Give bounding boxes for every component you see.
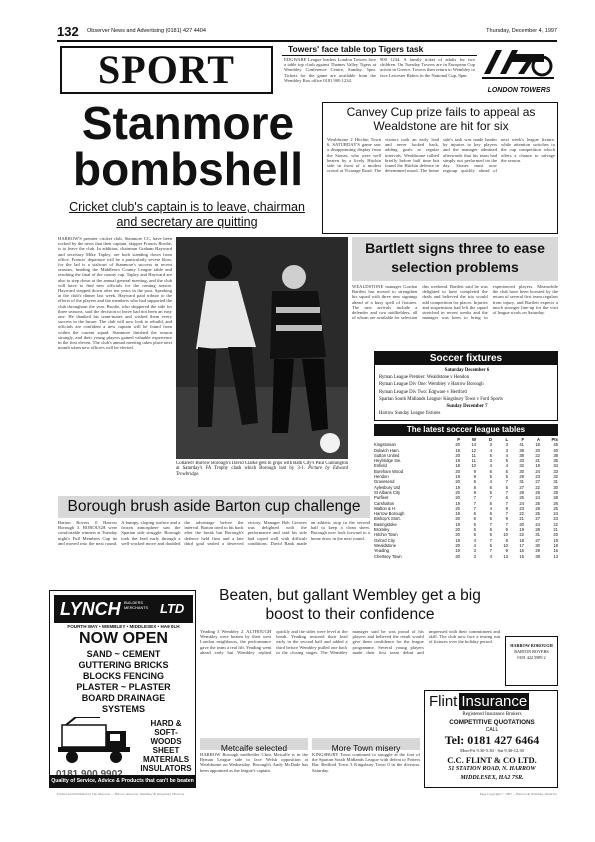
stat-cell: A	[536, 437, 540, 442]
league-table-rows	[374, 437, 558, 559]
info-line: 0181 422 5989 2	[517, 655, 546, 660]
lynch-ltd: LTD	[160, 601, 185, 616]
team-name-cell: Chertsey Town	[374, 553, 402, 559]
stat-cell: 7	[505, 500, 508, 506]
stat-cell: 20	[455, 495, 460, 501]
lynch-item: BOARD DRAINAGE	[81, 693, 166, 703]
lynch-tagline: Quality of Service, Advice & Products that can't be beaten	[49, 775, 196, 788]
stat-cell: 38	[535, 553, 540, 559]
stat-cell: 11	[471, 458, 476, 464]
stat-cell: 20	[455, 468, 460, 474]
stat-cell: 12	[471, 447, 476, 453]
stat-cell: 7	[473, 500, 476, 506]
stat-cell: 20	[455, 553, 460, 559]
stat-cell: 4	[489, 463, 492, 469]
kingsbury-body: KINGSBURY Town continued to struggle at the foot of the Spartan South Midlands League with defeat to Potters Bar. Bedford Town 3 Kingsbury Town 0 in the division. Saturday.	[312, 752, 420, 773]
stat-cell: 36	[553, 458, 558, 464]
stat-cell: 20	[455, 442, 460, 448]
towers-logo-text: LONDON TOWERS	[487, 87, 551, 94]
stat-cell: 18	[553, 542, 558, 548]
stat-cell: 19	[455, 458, 460, 464]
lynch-items	[52, 649, 195, 715]
team-name-cell: Carshalton	[374, 500, 395, 506]
stat-cell: 3	[489, 458, 492, 464]
stat-cell: 19	[455, 537, 460, 543]
stat-cell: 19	[455, 521, 460, 527]
stat-cell: 21	[519, 516, 524, 522]
lynch-brand: LYNCH	[60, 599, 121, 619]
stat-cell: 5	[473, 532, 476, 538]
team-name-cell: Walton & H.	[374, 505, 397, 511]
team-name-cell: Enfield	[374, 463, 387, 469]
stat-cell: 19	[553, 537, 558, 543]
stat-cell: 32	[553, 474, 558, 480]
stat-cell: 3	[473, 553, 476, 559]
stat-cell: 13	[503, 553, 508, 559]
stat-cell: 28	[553, 495, 558, 501]
stat-cell: 27	[535, 516, 540, 522]
towers-rule	[282, 55, 477, 56]
lynch-address: FOURTH WAY • WEMBLEY • MIDDLESEX • HA9 0LH	[67, 624, 180, 629]
stat-cell: 28	[535, 527, 540, 533]
flint-company: C.C. FLINT & CO LTD.	[447, 755, 537, 765]
league-table	[374, 437, 558, 597]
stat-cell: 19	[535, 463, 540, 469]
lynch-item: GUTTERING BRICKS	[78, 660, 169, 670]
stat-cell: 19	[455, 474, 460, 480]
stat-cell: 7	[489, 521, 492, 527]
stat-cell: 6	[473, 516, 476, 522]
stat-cell: 28	[519, 489, 524, 495]
stat-cell: 22	[553, 521, 558, 527]
wembley-headline: Beaten, but gallant Wembley get a big boost to their confidence	[219, 587, 481, 623]
fixture-line: Spartan South Midlands League: Kingsbury Town v Ford Sports	[379, 396, 503, 402]
stat-cell: 7	[505, 489, 508, 495]
lynch-right-item: SOFT-	[154, 728, 178, 737]
fixture-line: Ryman League Premier: Wealdstone v Hendon	[379, 375, 470, 381]
canvey-body: Wealdstone 2 Hitchin Town 6. SATURDAY'S game saw a disappointing display from the Stones, who were well beaten by a lively Hitchin side in front of a modest crowd at Vicarage Road. The visitors took an early lead and never looked back, adding goals at regular intervals. Wealdstone rallied briefly before half time but found the Hitchin defence in determined mood. The home side's task was made harder by injuries to key players and the manager admitted afterwards that his team had simply not performed on the day. Stones must now regroup quickly ahead of next week's league fixture, while attention switches to the cup competition which offers a chance to salvage the season.	[327, 137, 555, 174]
stat-cell: Pts	[551, 437, 558, 442]
stat-cell: 29	[553, 489, 558, 495]
fixture-line: Ryman League Div One: Wembley v Harrow Borough	[379, 382, 484, 388]
stat-cell: 7	[505, 521, 508, 527]
stanmore-subhead: Cricket club's captain is to leave, chairman and secretary are quitting	[69, 200, 305, 229]
stat-cell: 5	[505, 474, 508, 480]
lynch-advert	[49, 590, 196, 788]
stat-cell: 19	[455, 484, 460, 490]
stat-cell: 10	[503, 542, 508, 548]
stat-cell: 7	[473, 495, 476, 501]
stat-cell: 6	[489, 484, 492, 490]
stat-cell: 26	[535, 489, 540, 495]
canvey-headline: Canvey Cup prize fails to appeal as Wealdstone are hit for six	[346, 105, 536, 133]
stat-cell: 4	[505, 463, 508, 469]
flint-brand-a: Flint	[429, 693, 458, 710]
stat-cell: 20	[455, 452, 460, 458]
stat-cell: 9	[473, 468, 476, 474]
stat-cell: 27	[519, 484, 524, 490]
stat-cell: 30	[535, 542, 540, 548]
stat-cell: 9	[505, 548, 508, 554]
stat-cell: 5	[489, 500, 492, 506]
lynch-item: SYSTEMS	[101, 704, 145, 714]
lorry-icon	[54, 717, 136, 769]
table-row	[374, 554, 558, 559]
page-date: Thursday, December 4, 1997	[486, 28, 557, 34]
stat-cell: 9	[505, 516, 508, 522]
flint-brand	[429, 693, 555, 711]
stat-cell: 4	[489, 447, 492, 453]
stat-cell: 24	[535, 468, 540, 474]
stat-cell: L	[505, 437, 508, 442]
canvey-story	[322, 102, 558, 234]
stat-cell: 16	[553, 548, 558, 554]
stat-cell: 27	[535, 537, 540, 543]
stat-cell: 5	[505, 484, 508, 490]
stat-cell: 5	[505, 458, 508, 464]
stat-cell: 11	[471, 452, 476, 458]
stat-cell: 40	[553, 447, 558, 453]
stat-cell: 10	[503, 532, 508, 538]
stat-cell: 6	[489, 527, 492, 533]
page-header	[57, 24, 557, 40]
stat-cell: 21	[553, 527, 558, 533]
london-towers-logo	[480, 44, 558, 100]
stat-cell: 38	[519, 452, 524, 458]
fixture-line: Harrow Sunday League fixtures	[379, 411, 441, 417]
stat-cell: 3	[489, 442, 492, 448]
stanmore-body: HARROW'S premier cricket club, Stanmore CC, have been rocked by the news that their captain, skipper Francis Brodie, is to leave the club. In addition, chairman Graham Hayward and secretary Mike Tapley, are both standing down from office. Francis' departure will be a particularly severe blow, for the lad is a stalwart of Stanmore's success in recent seasons, heading the Middlesex County League table and reaching the final of the county cup. Tapley and Hayward are also to step down at the annual general meeting, and the club will have to find new officials for the coming season. Hayward stepped down after ten years in the post. Speaking at the club's dinner last week, Hayward paid tribute to the efforts of the players and the members who had supported the club throughout the year. Brodie, who skippered the side for three seasons, said the decision to leave had not been an easy one. He thanked his team-mates and wished them every success in the future. The club will now look to rebuild, and officials are confident a new captain will be found from within the current squad. Stanmore finished the season strongly, and their young players gained valuable experience in the first eleven. The club's annual meeting takes place next month when new officers will be elected.	[58, 236, 172, 351]
stat-cell: 20	[535, 447, 540, 453]
stat-cell: 5	[505, 468, 508, 474]
stat-cell: P	[457, 437, 460, 442]
stat-cell: 25	[553, 505, 558, 511]
towers-headline: Towers' face table top Tigers task	[288, 44, 424, 54]
stat-cell: 4	[473, 537, 476, 543]
metcalfe-headline-box	[200, 738, 308, 753]
stat-cell: 5	[489, 452, 492, 458]
flint-call: CALL	[485, 727, 499, 733]
stat-cell: 21	[535, 458, 540, 464]
stat-cell: 33	[519, 458, 524, 464]
stat-cell: 9	[473, 479, 476, 485]
kingsbury-headline: More Town misery	[331, 743, 401, 753]
stat-cell: 7	[505, 511, 508, 517]
metcalfe-headline: Metcalfe selected	[220, 743, 288, 753]
fixtures-box	[374, 351, 558, 421]
team-name-cell: Harrow Borough	[374, 511, 405, 517]
stat-cell: 34	[553, 463, 558, 469]
stat-cell: 9	[505, 527, 508, 533]
flint-phone: Tel: 0181 427 6464	[444, 733, 540, 747]
towers-col-1: EDGWARE League leaders London Towers face a table top clash against Thames Valley Tigers at Wembley Conference Centre, Sunday, 5pm. Tickets for the game are available from the Wembley Box office 0181 900 1234.	[284, 57, 376, 83]
team-name-cell: Gravesend	[374, 479, 395, 485]
team-name-cell: St Albans City	[374, 489, 401, 495]
stat-cell: 20	[553, 532, 558, 538]
lynch-item: SAND ~ CEMENT	[86, 649, 161, 659]
stat-cell: 5	[489, 516, 492, 522]
stat-cell: 25	[519, 495, 524, 501]
stat-cell: 20	[455, 479, 460, 485]
stat-cell: D	[488, 437, 492, 442]
stat-cell: 32	[519, 463, 524, 469]
photo-caption	[176, 461, 348, 491]
stat-cell: 6	[505, 495, 508, 501]
flint-address-1: 51 STATION ROAD, N. HARROW	[448, 766, 536, 772]
stat-cell: 7	[489, 537, 492, 543]
stat-cell: 20	[455, 532, 460, 538]
stat-cell: 30	[553, 484, 558, 490]
lynch-right-item: HARD &	[150, 719, 182, 728]
flint-competitive: COMPETITIVE QUOTATIONS	[449, 719, 535, 726]
stat-cell: 4	[473, 542, 476, 548]
stanmore-headline-line-1: Stanmore	[81, 97, 295, 149]
stat-cell: 25	[535, 500, 540, 506]
stat-cell: 4	[489, 553, 492, 559]
stat-cell: 19	[455, 548, 460, 554]
stat-cell: 27	[535, 479, 540, 485]
team-name-cell: Boreham Wood	[374, 468, 404, 474]
stat-cell: 5	[489, 489, 492, 495]
stat-cell: 20	[455, 505, 460, 511]
stat-cell: 36	[519, 447, 524, 453]
stat-cell: 22	[519, 511, 524, 517]
stat-cell: 20	[455, 542, 460, 548]
team-name-cell: Wealdstone	[374, 542, 397, 548]
stat-cell: 31	[519, 479, 524, 485]
stat-cell: 8	[473, 484, 476, 490]
team-name-cell: Kingstonian	[374, 442, 396, 448]
lynch-right-item: WOODS	[150, 737, 182, 746]
sport-section-box	[60, 46, 273, 94]
stat-cell: 24	[553, 511, 558, 517]
stat-cell: 33	[553, 468, 558, 474]
towers-logo-icon	[480, 44, 558, 88]
stat-cell: 5	[473, 521, 476, 527]
lynch-right-item: SHEET	[152, 746, 180, 755]
bartlett-headline-box	[352, 237, 558, 281]
stat-cell: 20	[455, 489, 460, 495]
team-name-cell: Sutton United	[374, 452, 400, 458]
page-number: 132	[57, 24, 79, 39]
stat-cell: 17	[519, 542, 524, 548]
stat-cell: 7	[505, 479, 508, 485]
lynch-right-items	[138, 719, 194, 773]
fixtures-title: Soccer fixtures	[375, 352, 557, 365]
stat-cell: 7	[489, 548, 492, 554]
info-line: HARROW BOROUGH	[510, 643, 553, 648]
team-name-cell: Hendon	[374, 474, 389, 480]
team-name-cell: Oxford City	[374, 537, 395, 543]
flint-registered: Registered Insurance Brokers	[462, 712, 522, 717]
lynch-right-item: MATERIALS	[142, 755, 190, 764]
photo-caption-text: Collared! Burrow Borough's David Clarke gets to grips with Bath City's Paul Cunnington at Saturday's FA Trophy clash which Borough lost by 3-1.	[176, 461, 348, 472]
stanmore-headline-line-2: bombshell	[72, 143, 304, 195]
stat-cell: 6	[489, 468, 492, 474]
team-name-cell: Aylesbury Utd	[374, 484, 400, 490]
stat-cell: F	[521, 437, 524, 442]
stat-cell: 5	[489, 474, 492, 480]
stat-cell: 5	[473, 527, 476, 533]
stat-cell: 30	[519, 468, 524, 474]
borough-body: Barton Rovers 0 Harrow Borough 3. BOROUGH were comfortable winners at Tuesday night's Full Members Cup tie and moved into the next round. A bumpy, sloping surface and a frozen atmosphere saw the Spartan side struggle. Borough took the lead early through a well-worked move and doubled the advantage before the interval. Barton tried to hit back after the break but Borough's defence held firm and a late third goal sealed a deserved victory. Manager Bob Greaves was delighted with the performance and said his side had coped well with difficult conditions. David Bank made an athletic stop in the second half to keep a clean sheet. Borough now look forward to a home draw in the next round.	[58, 520, 370, 546]
stat-cell: 24	[519, 500, 524, 506]
page-footer	[57, 792, 557, 800]
stat-cell: 29	[519, 474, 524, 480]
stat-cell: 4	[505, 452, 508, 458]
stat-cell: 14	[471, 442, 476, 448]
flint-advert	[424, 690, 558, 788]
stat-cell: 38	[553, 452, 558, 458]
stat-cell: 7	[489, 495, 492, 501]
stat-cell: 22	[535, 452, 540, 458]
stanmore-headline	[58, 97, 318, 195]
stat-cell: 4	[489, 479, 492, 485]
stat-cell: 3	[505, 442, 508, 448]
match-photo	[176, 237, 348, 459]
stat-cell: 19	[519, 527, 524, 533]
team-name-cell: Bromley	[374, 527, 390, 533]
stat-cell: 18	[519, 537, 524, 543]
metcalfe-body: HARROW Borough midfielder Chris Metcalfe is in the Ryman League side to face Welsh opposition at Wealdstone on Wednesday. Borough's Andy McDade has been appointed as the league's captain.	[200, 752, 308, 773]
team-name-cell: Hitchin Town	[374, 532, 398, 538]
stat-cell: 18	[535, 442, 540, 448]
stat-cell: 15	[519, 553, 524, 559]
stat-cell: 6	[473, 511, 476, 517]
stat-cell: 24	[535, 495, 540, 501]
stat-cell: W	[472, 437, 476, 442]
stat-cell: 45	[553, 442, 558, 448]
towers-col-2: 900 1234. A family ticket of adults for two children. On Tuesday Towers are in European Cup action in Greece. Towers then return to Wembley to face Leicester Riders in the National Cup, 8pm.	[380, 57, 475, 78]
kingsbury-headline-box	[312, 738, 420, 753]
stat-cell: 19	[455, 447, 460, 453]
wembley-body: Yeading 3 Wembley 2. ALTHOUGH Wembley were beaten by their west London neighbours, the performance gave the team a real lift. Yeading went ahead early but Wembley replied quickly and the sides were level at the break. Yeading restored their lead early in the second half and added a third before Wembley pulled one back in the closing stages. The Wembley manager said he was proud of his players and believed the result would give them confidence for the league programme. Several young players made their first team debut and impressed with their commitment and skill. The club now face a testing run of fixtures over the holiday period.	[200, 629, 500, 655]
tables-header: The latest soccer league tables	[374, 424, 558, 436]
footer-left: Printed and Published by The Observer ... Harrow Observer, Wembley & Kingsbury Observer	[57, 792, 185, 796]
stat-cell: 20	[455, 516, 460, 522]
stat-cell: 19	[455, 500, 460, 506]
lynch-item: BLOCKS FENCING	[83, 671, 164, 681]
stat-cell: 13	[553, 553, 558, 559]
football-players-image	[176, 237, 348, 459]
stat-cell: 18	[455, 463, 460, 469]
fixtures-list	[379, 367, 555, 417]
sport-label: SPORT	[98, 47, 235, 92]
team-name-cell: Yeading	[374, 548, 389, 554]
stat-cell: 23	[535, 474, 540, 480]
team-name-cell: Dulwich Ham.	[374, 447, 400, 453]
stat-cell: 26	[553, 500, 558, 506]
lynch-right-item: INSULATORS	[140, 764, 192, 773]
stat-cell: 20	[455, 527, 460, 533]
stat-cell: 23	[553, 516, 558, 522]
stat-cell: 10	[471, 463, 476, 469]
borough-headline-box	[58, 496, 370, 518]
stat-cell: 4	[489, 505, 492, 511]
team-name-cell: Purfleet	[374, 495, 389, 501]
team-name-cell: Bishop's Stort.	[374, 516, 401, 522]
borough-headline: Borough brush aside Barton cup challenge	[67, 498, 361, 515]
team-name-cell: Heybridge Sw.	[374, 458, 401, 464]
stat-cell: 9	[473, 474, 476, 480]
stat-cell: 31	[535, 532, 540, 538]
stat-cell: 16	[519, 548, 524, 554]
stat-cell: 7	[473, 505, 476, 511]
bartlett-headline: Bartlett signs three to ease selection problems	[365, 240, 545, 275]
stat-cell: 28	[535, 505, 540, 511]
lynch-header	[54, 595, 193, 623]
stat-cell: 9	[505, 505, 508, 511]
info-box	[505, 636, 558, 686]
stat-cell: 8	[473, 489, 476, 495]
lynch-sub: BUILDERS MERCHANTS	[124, 601, 149, 610]
fixture-line: Ryman League Div Two: Edgware v Hertford	[379, 389, 467, 395]
stat-cell: 25	[535, 511, 540, 517]
stat-cell: 23	[519, 505, 524, 511]
flint-brand-b: Insurance	[461, 693, 528, 710]
stat-cell: 24	[535, 521, 540, 527]
info-line: BARTON ROVERS	[514, 649, 549, 654]
photo-credit: Picture by Edward Trowbridge.	[176, 466, 348, 477]
fixture-line: Saturday December 6	[444, 368, 490, 373]
stat-cell: 19	[455, 511, 460, 517]
footer-right: Page Copyright © 1997 ... Harrow & Wembley Observer	[479, 792, 557, 796]
stat-cell: 22	[519, 532, 524, 538]
stat-cell: 3	[505, 447, 508, 453]
stat-cell: 8	[505, 537, 508, 543]
stat-cell: 20	[519, 521, 524, 527]
bartlett-body: WEALDSTONE manager Gordon Bartlett has moved to strengthen his squad with three new signings ahead of a busy spell of fixtures. The new arrivals include a defender and two midfielders, all of whom are available for selection this weekend. Bartlett said he was delighted to have completed the deals and believed the trio would add competition for places. Injuries and suspensions had left the squad stretched in recent weeks and the manager was keen to bring in experienced players. Meanwhile the club have been boosted by the return of several first team regulars from injury, and Bartlett expects a much stronger line-up for the visit of league rivals on Saturday.	[352, 284, 558, 321]
stat-cell: 6	[489, 542, 492, 548]
lynch-item: PLASTER ~ PLASTER	[76, 682, 171, 692]
flint-hours: Mon-Fri 9.30-5.30 · Sat 9.30-12.30	[460, 748, 524, 753]
stat-cell: 31	[553, 479, 558, 485]
lynch-now-open: NOW OPEN	[79, 630, 168, 647]
fixture-line: Sunday December 7	[446, 404, 488, 410]
stat-cell: 3	[473, 548, 476, 554]
stat-cell: 29	[535, 548, 540, 554]
paper-name: Observer News and Advertising (0181) 427 4404	[87, 28, 206, 34]
stat-cell: 22	[535, 484, 540, 490]
stat-cell: 5	[489, 532, 492, 538]
stat-cell: 6	[489, 511, 492, 517]
header-rule	[57, 40, 557, 42]
flint-address-2: MIDDLESEX, HA2 7SR.	[460, 775, 524, 781]
team-name-cell: Basingstoke	[374, 521, 397, 527]
stat-cell: 41	[519, 442, 524, 448]
